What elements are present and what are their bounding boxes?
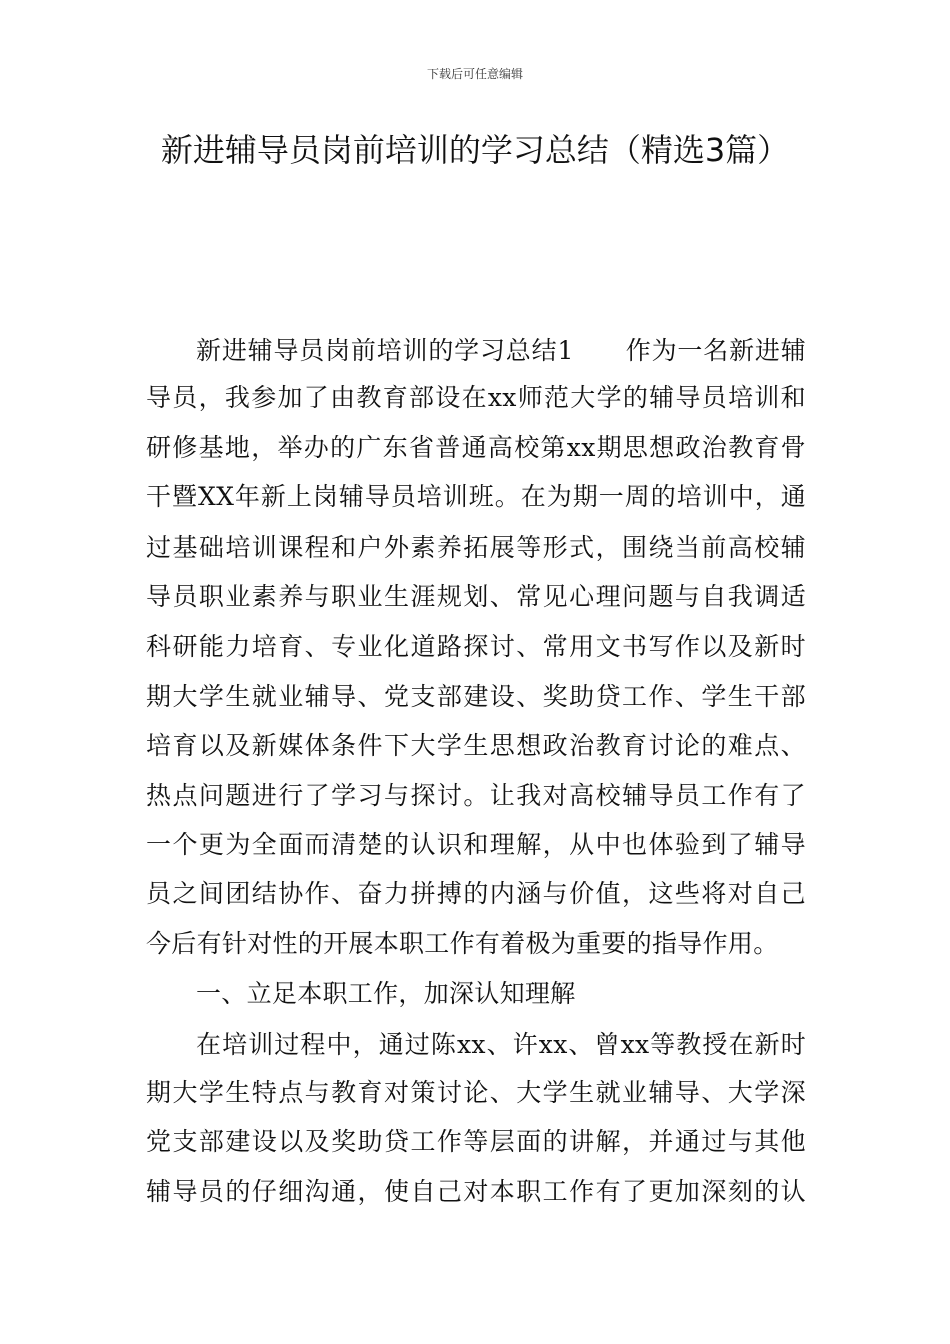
body-line: 热点问题进行了学习与探讨。让我对高校辅导员工作有了: [146, 781, 806, 810]
body-line: 干暨XX年新上岗辅导员培训班。在为期一周的培训中，通: [146, 482, 806, 511]
section-heading: 一、立足本职工作，加深认知理解: [196, 979, 576, 1008]
page-title: 新进辅导员岗前培训的学习总结（精选3篇）: [160, 131, 790, 169]
body-line: 导员职业素养与职业生涯规划、常见心理问题与自我调适: [146, 582, 806, 611]
body-line: 辅导员的仔细沟通，使自己对本职工作有了更加深刻的认: [146, 1177, 806, 1206]
body-line: 期大学生就业辅导、党支部建设、奖助贷工作、学生干部: [146, 682, 806, 711]
body-line: 期大学生特点与教育对策讨论、大学生就业辅导、大学深: [146, 1078, 806, 1107]
body-line: 今后有针对性的开展本职工作有着极为重要的指导作用。: [146, 929, 779, 958]
body-line: 一个更为全面而清楚的认识和理解，从中也体验到了辅导: [146, 830, 806, 859]
body-line: 过基础培训课程和户外素养拓展等形式，围绕当前高校辅: [146, 533, 806, 562]
body-line: 研修基地，举办的广东省普通高校第xx期思想政治教育骨: [146, 433, 806, 462]
body-line: 员之间团结协作、奋力拼搏的内涵与价值，这些将对自己: [146, 879, 806, 908]
body-line: 科研能力培育、专业化道路探讨、常用文书写作以及新时: [146, 632, 806, 661]
header-note: 下载后可任意编辑: [426, 67, 523, 81]
body-line: 培育以及新媒体条件下大学生思想政治教育讨论的难点、: [146, 731, 806, 760]
body-line: 在培训过程中，通过陈xx、许xx、曾xx等教授在新时: [196, 1030, 806, 1059]
body-line: 新进辅导员岗前培训的学习总结1 作为一名新进辅: [196, 336, 806, 365]
body-line: 导员，我参加了由教育部设在xx师范大学的辅导员培训和: [146, 383, 806, 412]
body-line: 党支部建设以及奖助贷工作等层面的讲解，并通过与其他: [146, 1127, 806, 1156]
